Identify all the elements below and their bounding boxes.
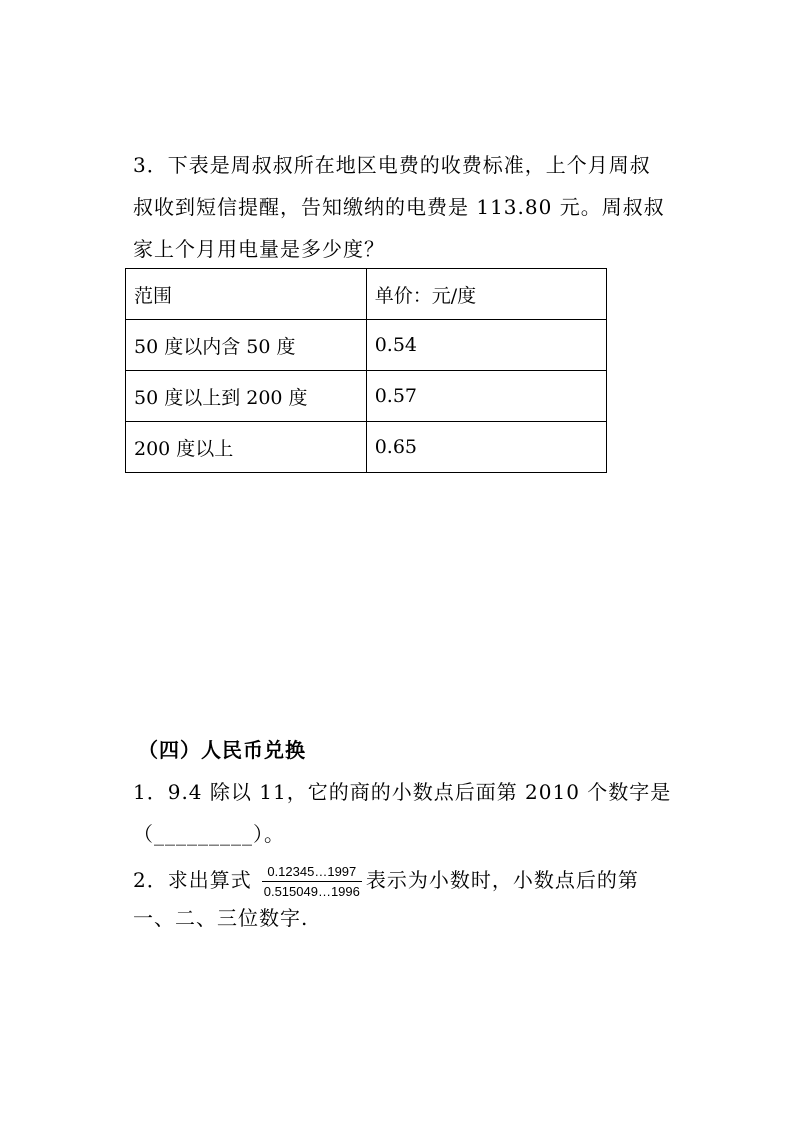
question-3-text-line-1: 3．下表是周叔叔所在地区电费的收费标准，上个月周叔: [133, 153, 651, 177]
table-header-row: [126, 269, 607, 320]
problem-2-text-line-2: 一、二、三位数字.: [133, 906, 309, 930]
price-cell: 0.54: [366, 320, 606, 371]
fraction-denominator: 0.515049…1996: [263, 884, 360, 899]
electricity-rate-table: [125, 268, 607, 473]
section-heading: （四）人民币兑换: [138, 738, 306, 762]
problem-2-text-line-1: [133, 864, 639, 899]
range-cell: 50 度以上到 200 度: [126, 371, 367, 422]
problem-2-suffix: 表示为小数时，小数点后的第: [365, 868, 639, 892]
problem-1-answer-blank: （_________）。: [133, 822, 285, 846]
header-range: 范围: [126, 269, 367, 320]
problem-2-fraction: [262, 864, 362, 899]
fraction-numerator: 0.12345…1997: [262, 864, 362, 882]
question-3-text-line-2: 叔收到短信提醒，告知缴纳的电费是 113.80 元。周叔叔: [133, 195, 665, 219]
range-cell: 50 度以内含 50 度: [126, 320, 367, 371]
price-cell: 0.65: [366, 422, 606, 473]
problem-2-prefix: 2．求出算式: [133, 868, 252, 892]
header-unit-price: 单价：元/度: [366, 269, 606, 320]
question-3-text-line-3: 家上个月用电量是多少度？: [133, 237, 385, 261]
table-row: [126, 422, 607, 473]
table-row: [126, 371, 607, 422]
table-row: [126, 320, 607, 371]
range-cell: 200 度以上: [126, 422, 367, 473]
price-cell: 0.57: [366, 371, 606, 422]
problem-1-text-line-1: 1．9.4 除以 11，它的商的小数点后面第 2010 个数字是: [133, 780, 672, 804]
